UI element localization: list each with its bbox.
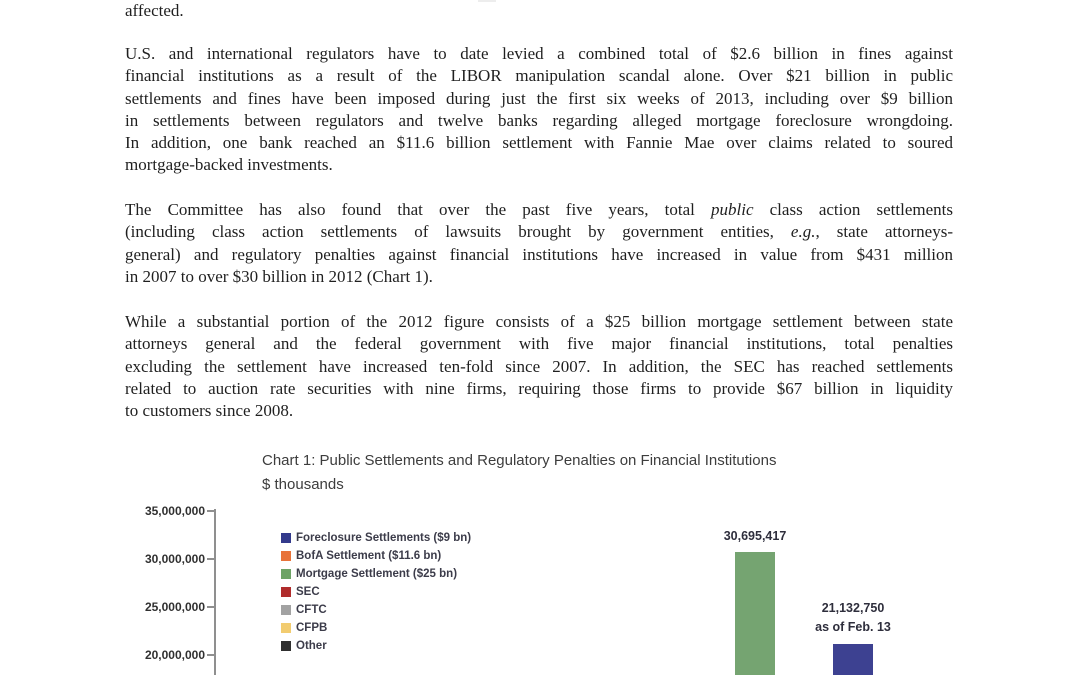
text-run: in 2007 to over $30 billion in 2012 (Chart 1).: [125, 266, 433, 286]
text-run: excluding the settlement have increased ten-fold since 2007. In addition, the SEC has reached settlements: [125, 356, 953, 376]
chart-y-axis-line: [214, 509, 216, 675]
legend-label: Mortgage Settlement ($25 bn): [296, 568, 458, 580]
chart-title: Chart 1: Public Settlements and Regulatory Penalties on Financial Institutions: [262, 452, 777, 469]
bar-value-text: 21,132,750: [821, 601, 885, 615]
legend-label: Other: [296, 640, 327, 652]
legend-item: [281, 529, 471, 547]
y-axis-tick-mark: [207, 654, 214, 656]
text-run: related to auction rate securities with nine firms, requiring those firms to provide $67 billion in liquidity: [125, 378, 953, 398]
text-run: affected.: [125, 1, 184, 20]
data-bar-value-label: [685, 527, 825, 546]
legend-item: [281, 637, 327, 655]
legend-item: [281, 547, 441, 565]
text-run: settlements and fines have been imposed during just the first six weeks of 2013, including over $9 billion: [125, 88, 953, 108]
y-axis-tick-label: 30,000,000: [144, 552, 205, 566]
text-run: In addition, one bank reached an $11.6 billion settlement with Fannie Mae over claims related to soured: [125, 133, 953, 153]
text-run: , state attorneys-: [815, 222, 953, 242]
legend-item: [281, 601, 327, 619]
italic-run: e.g.: [790, 222, 816, 242]
text-run: U.S. and international regulators have to date levied a combined total of $2.6 billion in fines against: [125, 44, 953, 63]
legend-swatch-icon: [281, 605, 291, 615]
legend-item: [281, 619, 327, 637]
text-run: The Committee has also found that over the past five years, total: [125, 200, 711, 219]
legend-label: SEC: [296, 586, 320, 598]
text-run: general) and regulatory penalties against financial institutions have increased in value from $431 million: [125, 244, 953, 264]
bar-sublabel-text: as of Feb. 13: [815, 620, 891, 634]
y-axis-tick-label: 35,000,000: [144, 504, 205, 518]
text-run: financial institutions as a result of the LIBOR manipulation scandal alone. Over $21 billion in public: [125, 66, 953, 86]
data-bar: [833, 644, 873, 675]
legend-label: BofA Settlement ($11.6 bn): [296, 550, 442, 562]
text-run: attorneys general and the federal government with five major financial institutions, total penalties: [125, 334, 953, 354]
bar-value-text: 30,695,417: [723, 529, 787, 543]
y-axis-tick-mark: [207, 606, 214, 608]
text-run: class action settlements: [753, 200, 953, 219]
text-run: While a substantial portion of the 2012 figure consists of a $25 billion mortgage settlement between state: [125, 312, 953, 331]
legend-label: CFPB: [296, 622, 328, 634]
y-axis-tick-label: 25,000,000: [144, 600, 205, 614]
legend-item: [281, 583, 320, 601]
legend-item: [281, 565, 457, 583]
data-bar-value-label: [783, 599, 923, 637]
y-axis-tick-mark: [207, 558, 214, 560]
y-axis-tick-mark: [207, 510, 214, 512]
legend-swatch-icon: [281, 623, 291, 633]
chart-units-label: $ thousands: [262, 476, 344, 493]
y-axis-tick-label: 20,000,000: [144, 648, 205, 662]
data-bar: [735, 552, 775, 675]
text-run: (including class action settlements of lawsuits brought by government entities,: [125, 222, 791, 242]
legend-swatch-icon: [281, 641, 291, 651]
legend-swatch-icon: [281, 587, 291, 597]
legend-label: CFTC: [296, 604, 327, 616]
legend-swatch-icon: [281, 533, 291, 543]
legend-swatch-icon: [281, 551, 291, 561]
legend-label: Foreclosure Settlements ($9 bn): [296, 532, 472, 544]
text-run: to customers since 2008.: [125, 401, 294, 421]
legend-swatch-icon: [281, 569, 291, 579]
text-run: in settlements between regulators and twelve banks regarding alleged mortgage foreclosure wrongdoing.: [125, 110, 953, 130]
italic-run: public: [711, 200, 754, 219]
text-run: mortgage-backed investments.: [125, 155, 333, 175]
